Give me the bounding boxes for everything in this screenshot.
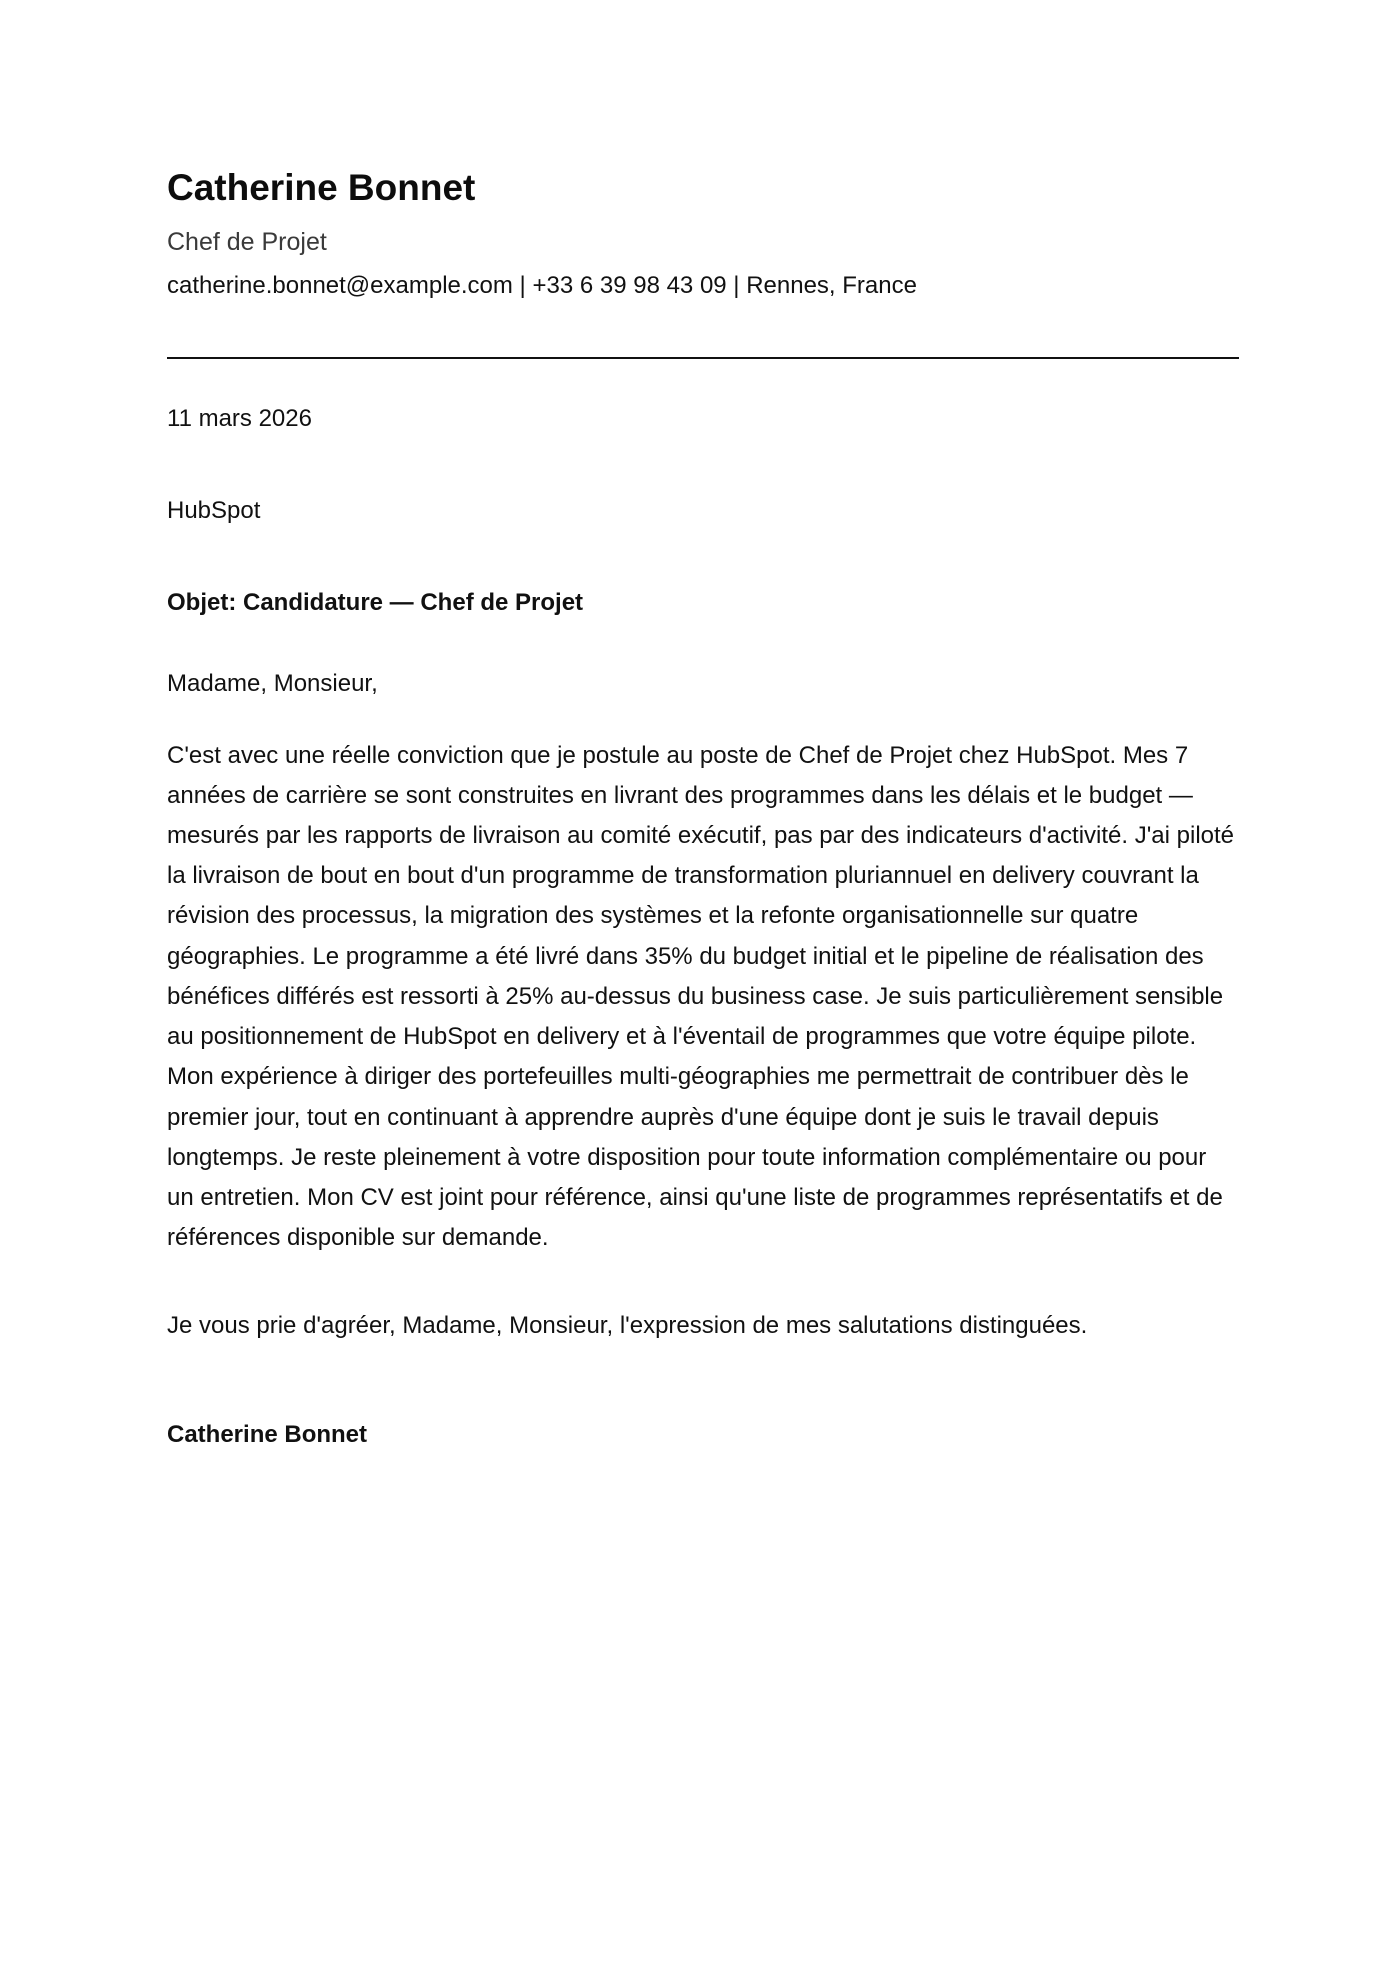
letter-body-paragraph: C'est avec une réelle conviction que je postule au poste de Chef de Projet chez HubSpot. Mes 7 années de carrière se sont construites en livrant des programmes dans les délais et le budget — mesurés par les rapports de livraison au comité exécutif, pas par des indicateurs d'activité. J'ai piloté la livraison de bout en bout d'un programme de transformation pluriannuel en delivery couvrant la révision des processus, la migration des systèmes et la refonte organisationnelle sur quatre géographies. Le programme a été livré dans 35% du budget initial et le pipeline de réalisation des bénéfices différés est ressorti à 25% au-dessus du business case. Je suis particulièrement sensible au positionnement de HubSpot en delivery et à l'éventail de programmes que votre équipe pilote. Mon expérience à diriger des portefeuilles multi-géographies me permettrait de contribuer dès le premier jour, tout en continuant à apprendre auprès d'une équipe dont je suis le travail depuis longtemps. Je reste pleinement à votre disposition pour toute information complémentaire ou pour un entretien. Mon CV est joint pour référence, ainsi qu'une liste de programmes représentatifs et de références disponible sur demande. [167, 741, 1235, 1252]
letter-closing: Je vous prie d'agréer, Madame, Monsieur, l'expression de mes salutations distinguées. [167, 1312, 1088, 1340]
sender-contact-line: catherine.bonnet@example.com | +33 6 39 98 43 09 | Rennes, France [167, 271, 917, 299]
letter-signature: Catherine Bonnet [167, 1421, 368, 1449]
sender-name: Catherine Bonnet [167, 167, 476, 208]
cover-letter-page [167, 168, 1239, 1450]
letter-subject: Objet: Candidature — Chef de Projet [167, 589, 584, 617]
header-divider [167, 357, 1239, 359]
sender-job-title: Chef de Projet [167, 227, 327, 256]
recipient-company: HubSpot [167, 497, 261, 525]
letter-salutation: Madame, Monsieur, [167, 669, 378, 697]
letter-date: 11 mars 2026 [167, 405, 312, 433]
